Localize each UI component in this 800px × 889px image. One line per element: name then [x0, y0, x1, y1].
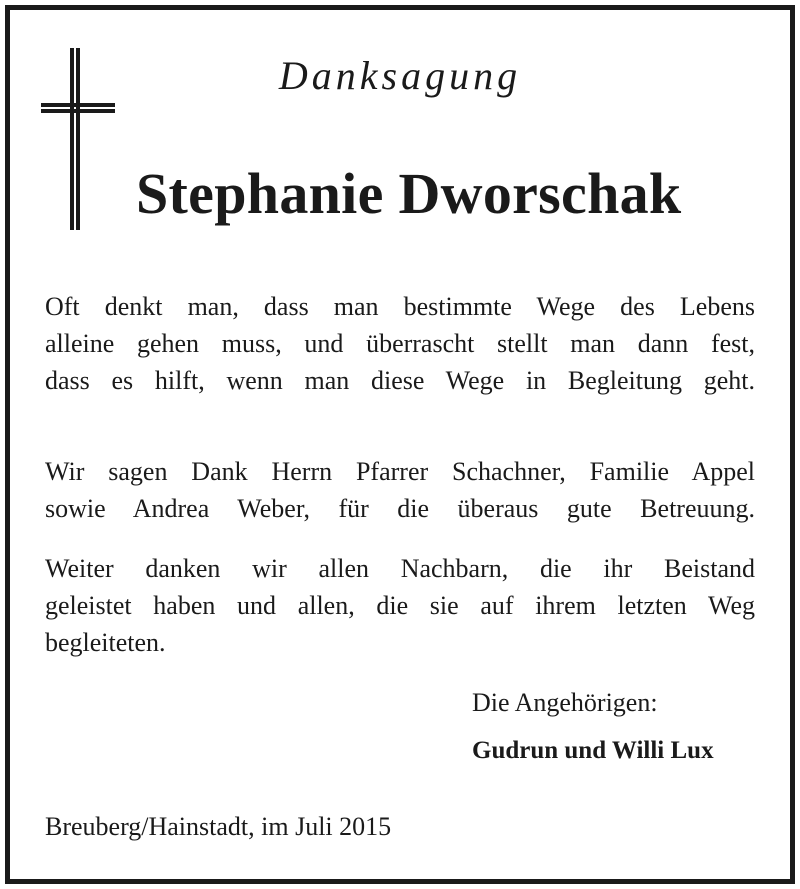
deceased-name: Stephanie Dworschak — [136, 161, 682, 226]
place-date: Breuberg/Hainstadt, im Juli 2015 — [45, 812, 392, 841]
paragraph-line: begleiteten. — [45, 628, 166, 657]
paragraph-line: Wir sagen Dank Herrn Pfarrer Schachner, Familie Appel — [45, 457, 755, 486]
paragraph-line: Oft denkt man, dass man bestimmte Wege des Lebens — [45, 292, 755, 321]
signature-names: Gudrun und Willi Lux — [472, 737, 714, 764]
paragraph-thanks — [45, 453, 755, 527]
paragraph-line: dass es hilft, wenn man diese Wege in Begleitung geht. — [45, 366, 755, 395]
notice-heading: Danksagung — [278, 53, 522, 98]
signature-label: Die Angehörigen: — [472, 688, 658, 717]
paragraph-line: alleine gehen muss, und überrascht stellt man dann fest, — [45, 329, 755, 358]
paragraph-neighbours — [45, 550, 755, 661]
paragraph-line: geleistet haben und allen, die sie auf ihrem letzten Weg — [45, 591, 755, 620]
paragraph-quote — [45, 288, 755, 399]
paragraph-line: Weiter danken wir allen Nachbarn, die ihr Beistand — [45, 554, 755, 583]
paragraph-line: sowie Andrea Weber, für die überaus gute Betreuung. — [45, 494, 755, 523]
